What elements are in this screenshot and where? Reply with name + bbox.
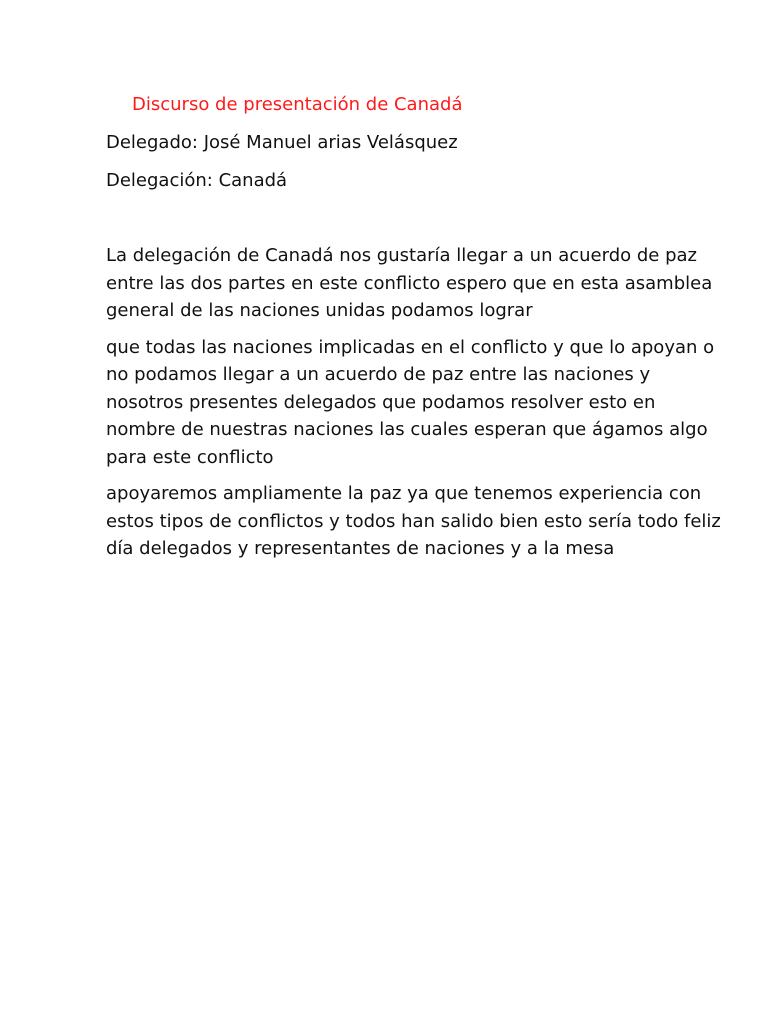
paragraph-line: estos tipos de conflictos y todos han salido bien esto sería todo feliz <box>106 510 721 532</box>
document-body <box>106 242 721 572</box>
paragraph-line: apoyaremos ampliamente la paz ya que tenemos experiencia con <box>106 483 702 504</box>
delegation-line: Delegación: Canadá <box>106 170 288 191</box>
paragraph-2 <box>106 334 715 472</box>
paragraph-line: general de las naciones unidas podamos lograr <box>106 300 533 321</box>
paragraph-line: que todas las naciones implicadas en el conflicto y que lo apoyan o <box>106 336 715 358</box>
paragraph-line: nombre de nuestras naciones las cuales esperan que ágamos algo <box>106 419 708 440</box>
paragraph-line: entre las dos partes en este conflicto espero que en esta asamblea <box>106 272 713 294</box>
paragraph-line: nosotros presentes delegados que podamos resolver esto en <box>106 391 656 413</box>
document-title: Discurso de presentación de Canadá <box>132 94 463 115</box>
paragraph-line: no podamos llegar a un acuerdo de paz entre las naciones y <box>106 364 651 385</box>
delegate-line: Delegado: José Manuel arias Velásquez <box>106 132 458 153</box>
paragraph-line: para este conflicto <box>106 446 274 468</box>
paragraph-line: día delegados y representantes de naciones y a la mesa <box>106 538 615 559</box>
paragraph-1 <box>106 242 713 325</box>
paragraph-line: La delegación de Canadá nos gustaría llegar a un acuerdo de paz <box>106 245 697 266</box>
paragraph-3 <box>106 480 721 563</box>
